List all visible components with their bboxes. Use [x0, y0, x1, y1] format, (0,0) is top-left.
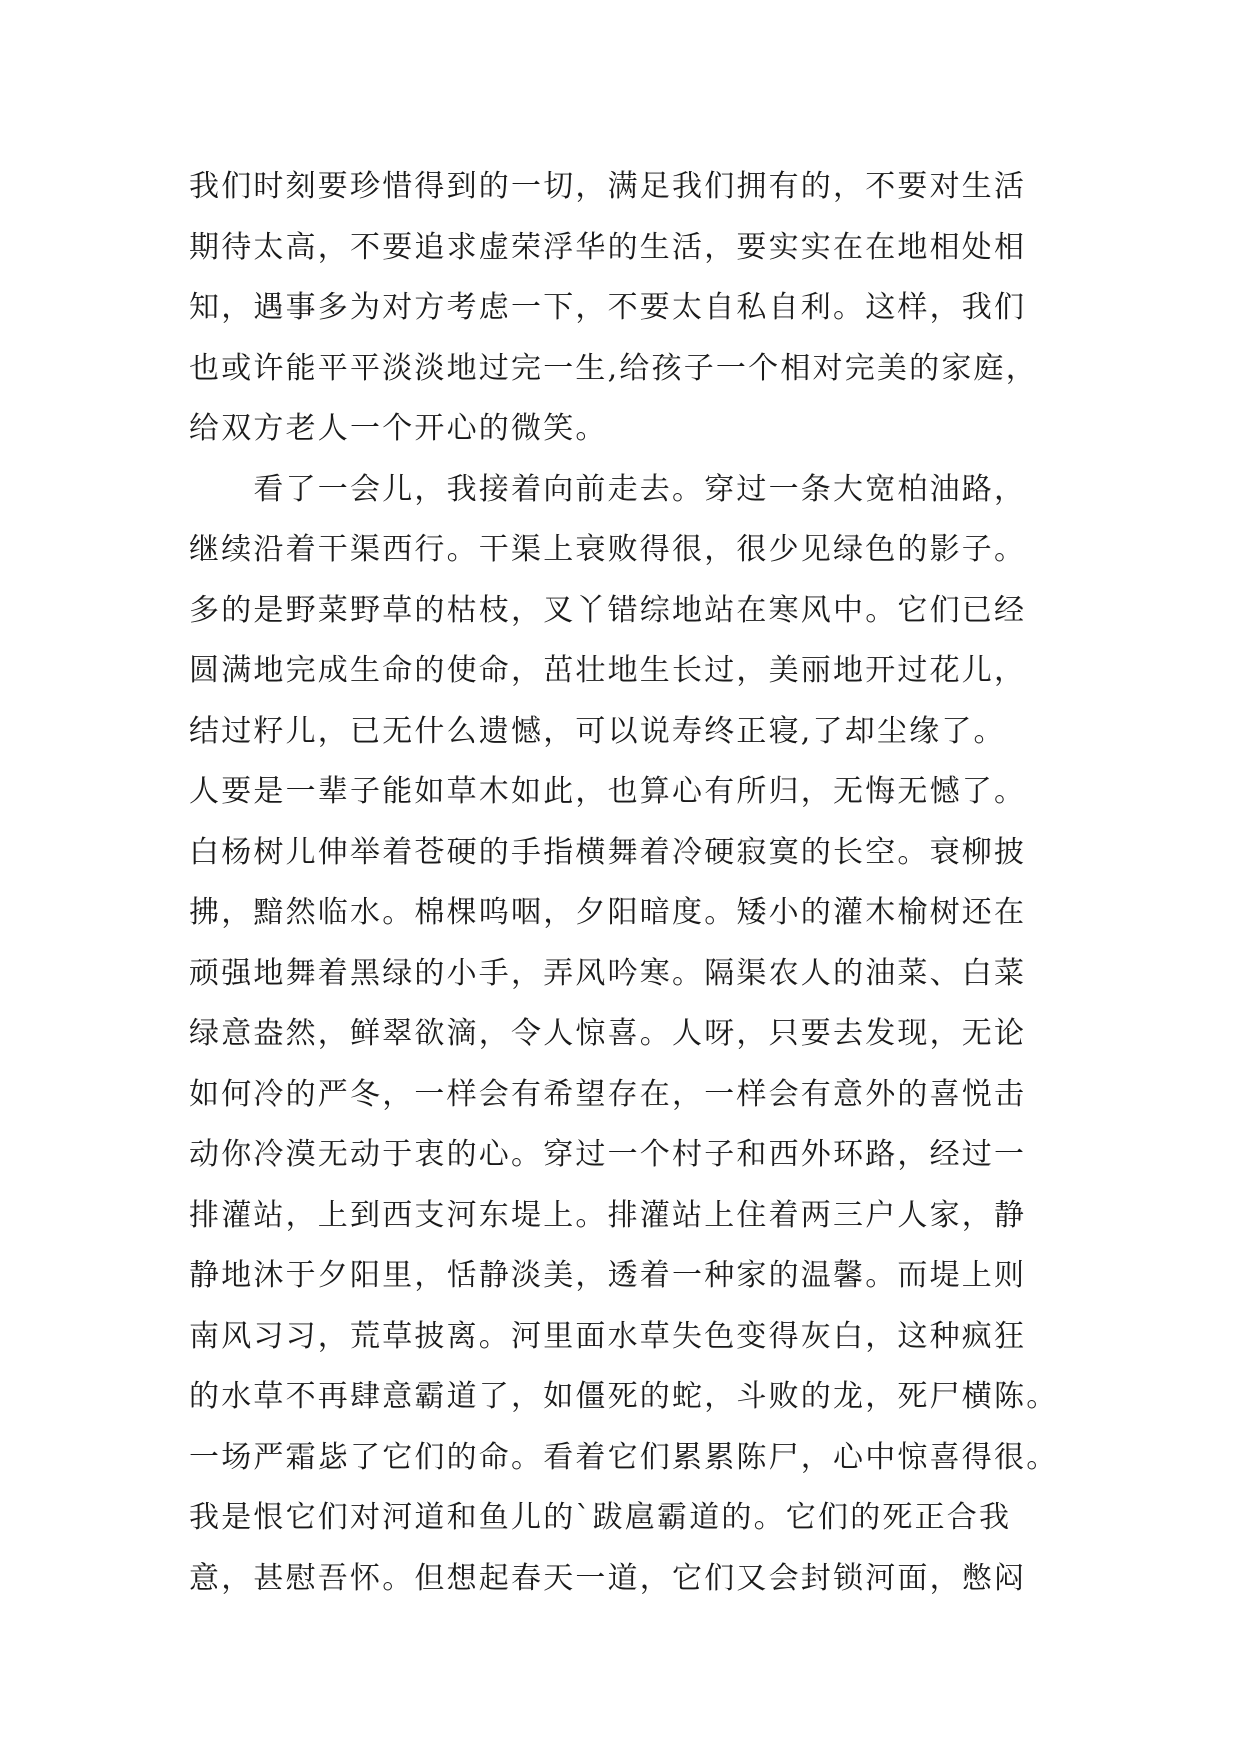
text-line: 静地沐于夕阳里，恬静淡美，透着一种家的温馨。而堤上则: [189, 1258, 1027, 1293]
text-line: 动你冷漠无动于衷的心。穿过一个村子和西外环路，经过一: [189, 1137, 1027, 1172]
text-line: 期待太高，不要追求虚荣浮华的生活，要实实在在地相处相: [189, 229, 1027, 265]
text-line: 南风习习，荒草披离。河里面水草失色变得灰白，这种疯狂: [189, 1318, 1027, 1354]
text-line: 绿意盎然，鲜翠欲滴，令人惊喜。人呀，只要去发现，无论: [189, 1016, 1027, 1051]
text-line: 知，遇事多为对方考虑一下，不要太自私自利。这样，我们: [189, 290, 1027, 325]
text-line: 一场严霜毖了它们的命。看着它们累累陈尸，心中惊喜得很。: [189, 1439, 1059, 1475]
text-line: 结过籽儿，已无什么遗憾，可以说寿终正寝,了却尘缘了。: [189, 713, 1006, 749]
text-line: 白杨树儿伸举着苍硬的手指横舞着冷硬寂寞的长空。衰柳披: [189, 834, 1027, 870]
text-line: 看了一会儿，我接着向前走去。穿过一条大宽柏油路，: [189, 471, 1027, 507]
text-line: 我是恨它们对河道和鱼儿的`跋扈霸道的。它们的死正合我: [189, 1500, 1012, 1535]
text-line: 如何冷的严冬，一样会有希望存在，一样会有意外的喜悦击: [189, 1076, 1027, 1112]
text-line: 顽强地舞着黑绿的小手，弄风吟寒。隔渠农人的油菜、白菜: [189, 955, 1027, 991]
text-line: 也或许能平平淡淡地过完一生,给孩子一个相对完美的家庭，: [189, 350, 1038, 386]
text-line: 给双方老人一个开心的微笑。: [189, 411, 608, 446]
text-line: 人要是一辈子能如草木如此，也算心有所归，无悔无憾了。: [189, 774, 1027, 809]
text-line: 拂，黯然临水。棉棵呜咽，夕阳暗度。矮小的灌木榆树还在: [189, 895, 1027, 930]
text-line: 我们时刻要珍惜得到的一切，满足我们拥有的，不要对生活: [189, 169, 1027, 204]
text-line: 多的是野菜野草的枯枝，叉丫错综地站在寒风中。它们已经: [189, 592, 1027, 628]
text-line: 圆满地完成生命的使命，茁壮地生长过，美丽地开过花儿，: [189, 653, 1027, 688]
body-text: [189, 157, 1069, 1609]
text-line: 的水草不再肆意霸道了，如僵死的蛇，斗败的龙，死尸横陈。: [189, 1379, 1059, 1414]
text-line: 意，甚慰吾怀。但想起春天一道，它们又会封锁河面，憋闷: [189, 1560, 1027, 1596]
text-line: 继续沿着干渠西行。干渠上衰败得很，很少见绿色的影子。: [189, 532, 1027, 567]
text-line: 排灌站，上到西支河东堤上。排灌站上住着两三户人家，静: [189, 1197, 1027, 1233]
